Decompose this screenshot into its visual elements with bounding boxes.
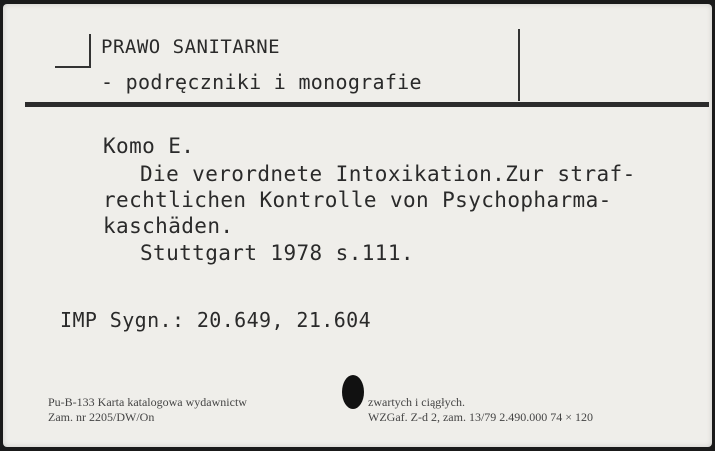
card-header	[3, 4, 712, 108]
title-line-1: Die verordnete Intoxikation.Zur straf-	[140, 162, 636, 186]
call-number: IMP Sygn.: 20.649, 21.604	[60, 308, 372, 332]
header-left-underline	[55, 66, 91, 68]
author: Komo E.	[103, 134, 195, 158]
footer-line-2-right: WZGaf. Z-d 2, zam. 13/79 2.490.000 74 × 120	[368, 410, 594, 424]
catalog-card	[3, 4, 712, 447]
title-line-3: kaschäden.	[103, 214, 234, 238]
footer-line-1-left: Pu-B-133 Karta katalogowa wydawnictw	[48, 395, 247, 409]
subject-heading: PRAWO SANITARNE	[101, 36, 281, 58]
header-right-rule	[518, 29, 520, 101]
header-divider	[25, 102, 709, 107]
punch-hole	[342, 375, 364, 409]
publication-info: Stuttgart 1978 s.111.	[140, 241, 414, 265]
subject-subheading: - podręczniki i monografie	[101, 70, 422, 94]
footer-line-1-right: zwartych i ciągłych.	[368, 395, 465, 409]
title-line-2: rechtlichen Kontrolle von Psychopharma-	[103, 188, 612, 212]
header-left-rule	[89, 34, 91, 66]
footer-line-2-left: Zam. nr 2205/DW/On	[48, 410, 155, 424]
